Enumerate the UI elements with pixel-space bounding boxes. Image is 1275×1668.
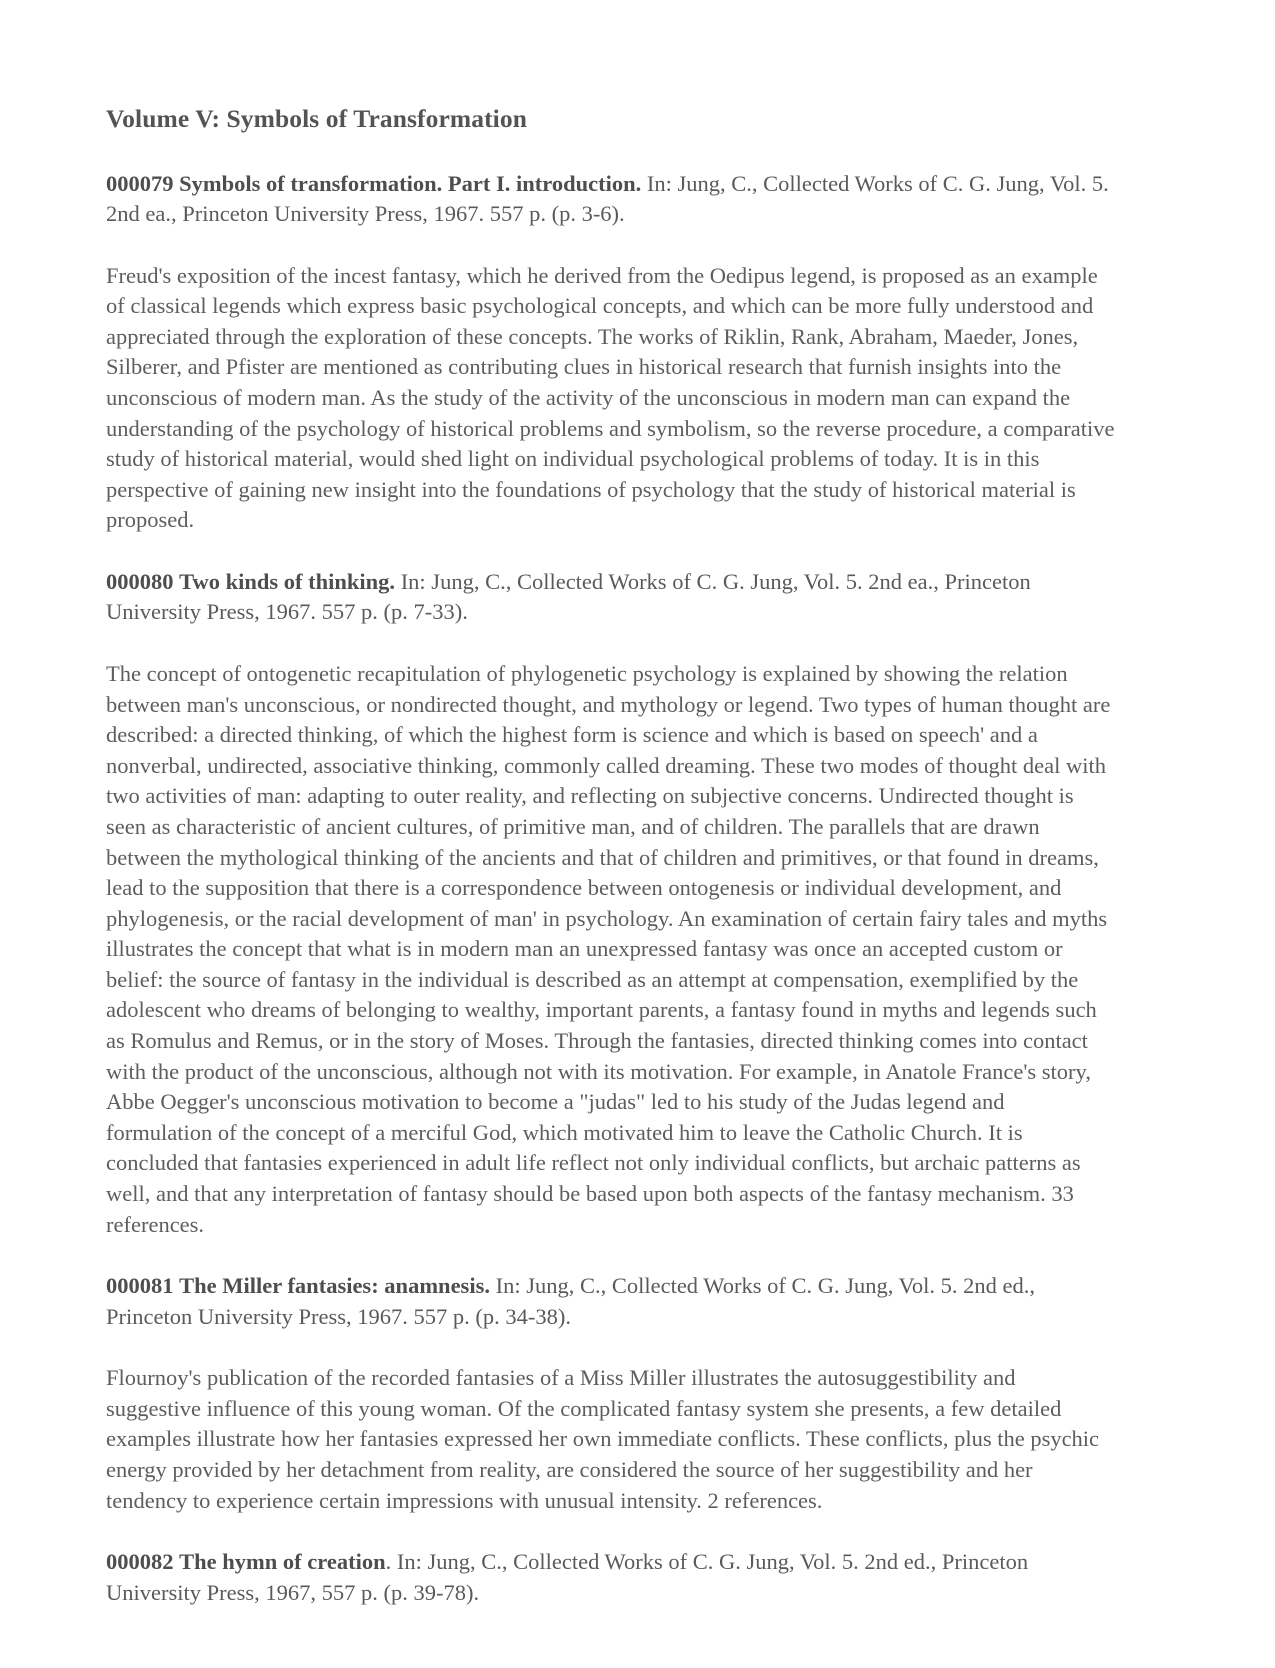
reference-number: 000082	[106, 1549, 174, 1575]
reference-source: . In: Jung, C., Collected Works of C. G. Jung, Vol. 5. 2nd ed., Princeton University Press, 1967, 557 p. (p. 39-78).	[106, 1549, 1029, 1605]
reference-source: In: Jung, C., Collected Works of C. G. Jung, Vol. 5. 2nd ea., Princeton University Press, 1967. 557 p. (p. 7-33).	[106, 568, 1031, 625]
abstract-text: Freud's exposition of the incest fantasy, which he derived from the Oedipus legend, is proposed as an example of classical legends which express basic psychological concepts, and which can be more fully understood and appreciated through the exploration of these concepts. The works of Riklin, Rank, Abraham, Maeder, Jones, Silberer, and Pfister are mentioned as contributing clues in historical research that furnish insights into the unconscious of modern man. As the study of the activity of the unconscious in modern man can expand the understanding of the psychology of historical problems and symbolism, so the reverse procedure, a comparative study of historical material, would shed light on individual psychological problems of today. It is in this perspective of gaining new insight into the foundations of psychology that the study of historical material is proposed.	[106, 262, 1115, 533]
citation-line	[106, 1547, 1115, 1608]
bibliography-entry	[106, 1271, 1115, 1516]
reference-source: In: Jung, C., Collected Works of C. G. Jung, Vol. 5. 2nd ed., Princeton University Press, 1967. 557 p. (p. 34-38).	[106, 1273, 1036, 1329]
citation-line	[106, 1271, 1115, 1332]
abstract-text: The concept of ontogenetic recapitulation of phylogenetic psychology is explained by showing the relation between man's unconscious, or nondirected thought, and mythology or legend. Two types of human thought are described: a directed thinking, of which the highest form is science and which is based on speech' and a nonverbal, undirected, associative thinking, commonly called dreaming. These two modes of thought deal with two activities of man: adapting to outer reality, and reflecting on subjective concerns. Undirected thought is seen as characteristic of ancient cultures, of primitive man, and of children. The parallels that are drawn between the mythological thinking of the ancients and that of children and primitives, or that found in dreams, lead to the supposition that there is a correspondence between ontogenesis or individual development, and phylogenesis, or the racial development of man' in psychology. An examination of certain fairy tales and myths illustrates the concept that what is in modern man an unexpressed fantasy was once an accepted custom or belief: the source of fantasy in the individual is described as an attempt at compensation, exemplified by the adolescent who dreams of belonging to wealthy, important parents, a fantasy found in myths and legends such as Romulus and Remus, or in the story of Moses. Through the fantasies, directed thinking comes into contact with the product of the unconscious, although not with its motivation. For example, in Anatole France's story, Abbe Oegger's unconscious motivation to become a "judas" led to his study of the Judas legend and formulation of the concept of a merciful God, which motivated him to leave the Catholic Church. It is concluded that fantasies experienced in adult life reflect not only individual conflicts, but archaic patterns as well, and that any interpretation of fantasy should be based upon both aspects of the fantasy mechanism. 33 references.	[106, 660, 1111, 1237]
reference-number: 000080	[106, 568, 174, 594]
page-title: Volume V: Symbols of Transformation	[106, 104, 527, 133]
bibliography-entry	[106, 567, 1115, 1240]
reference-title: Two kinds of thinking.	[179, 568, 396, 594]
bibliography-entry	[106, 1547, 1115, 1608]
bibliography-entry	[106, 169, 1115, 536]
reference-title: Symbols of transformation. Part I. introduction.	[179, 170, 642, 196]
reference-title: The Miller fantasies: anamnesis.	[179, 1273, 490, 1299]
citation-line	[106, 169, 1115, 230]
reference-number: 000079	[106, 170, 174, 196]
citation-line	[106, 567, 1115, 628]
abstract-text: Flournoy's publication of the recorded fantasies of a Miss Miller illustrates the autosuggestibility and suggestive influence of this young woman. Of the complicated fantasy system she presents, a few detailed examples illustrate how her fantasies expressed her own immediate conflicts. These conflicts, plus the psychic energy provided by her detachment from reality, are considered the source of her suggestibility and her tendency to experience certain impressions with unusual intensity. 2 references.	[106, 1365, 1100, 1513]
reference-title: The hymn of creation	[179, 1549, 386, 1575]
reference-source: In: Jung, C., Collected Works of C. G. Jung, Vol. 5. 2nd ea., Princeton University Press, 1967. 557 p. (p. 3-6).	[106, 170, 1109, 227]
reference-number: 000081	[106, 1273, 174, 1299]
